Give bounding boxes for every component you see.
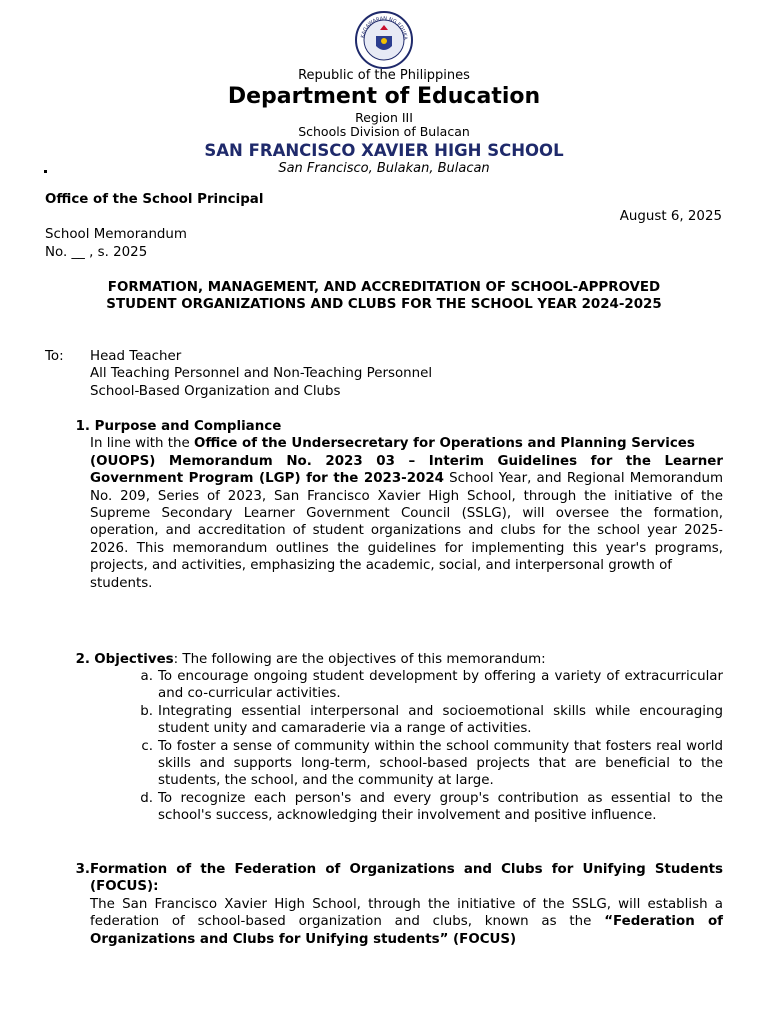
section-number: 2. [75, 652, 90, 667]
recipient-list [90, 348, 432, 400]
section-purpose [45, 418, 723, 592]
school-address: San Francisco, Bulakan, Bulacan [278, 161, 490, 176]
section-number: 3. [75, 862, 90, 877]
republic-line: Republic of the Philippines [298, 68, 470, 83]
department-title: Department of Education [227, 84, 541, 109]
section-objectives [45, 651, 723, 668]
section-heading [45, 861, 723, 896]
section-number: 1. [75, 419, 90, 434]
memo-reference: (OUOPS) Memorandum No. 2023 03 – Interim Guidelines for the Learner Government Program (LGP) for the 2023-2024 [90, 453, 723, 487]
section-paragraph-tail: students. [90, 575, 153, 591]
memo-number: No. __ , s. 2025 [45, 245, 148, 260]
section-intro: : The following are the objectives of this memorandum: [173, 652, 546, 667]
section-paragraph: The San Francisco Xavier High School, through the initiative of the SSLG, will establish a federation of school-based organization and clubs, known as the “Federation of Organizations and Clubs for Unifying students” (FOCUS) [90, 896, 723, 947]
list-item: b. Integrating essential interpersonal and socioemotional skills while encouraging student unity and camaraderie via a range of activities. [140, 703, 723, 737]
focus-name: “Federation of Organizations and Clubs for Unifying students” (FOCUS) [90, 914, 723, 947]
bullet-mark [44, 170, 47, 173]
memo-type: School Memorandum [45, 227, 187, 242]
section-title: Formation of the Federation of Organizations and Clubs for Unifying Students (FOCUS): [90, 862, 723, 895]
deped-seal-icon [354, 10, 414, 70]
region-line: Region III [355, 110, 413, 125]
division-line: Schools Division of Bulacan [298, 124, 470, 139]
recipient-item: Head Teacher [90, 349, 182, 364]
to-label: To: [45, 349, 64, 364]
memo-date: August 6, 2025 [619, 209, 722, 224]
objectives-list [133, 668, 723, 825]
school-name: SAN FRANCISCO XAVIER HIGH SCHOOL [204, 141, 564, 160]
section-formation [45, 861, 723, 948]
recipient-item: All Teaching Personnel and Non-Teaching Personnel [90, 366, 433, 382]
section-paragraph: In line with the Office of the Undersecretary for Operations and Planning Services [90, 436, 695, 452]
ouops-reference: Office of the Undersecretary for Operations and Planning Services [194, 436, 695, 452]
list-item: a. To encourage ongoing student development by offering a variety of extracurricular and co-curricular activities. [140, 669, 723, 702]
recipient-item: School-Based Organization and Clubs [90, 383, 341, 399]
memo-title [45, 279, 723, 314]
section-heading [45, 651, 723, 668]
section-heading [45, 418, 723, 435]
section-title: Purpose and Compliance [94, 419, 282, 434]
section-paragraph-cont: (OUOPS) Memorandum No. 2023 03 – Interim Guidelines for the Learner Government Program (LGP) for the 2023-2024 School Year, and Regional Memorandum No. 209, Series of 2023, San Francisco Xavier High School, through the initiative of the Supreme Secondary Learner Government Council (SSLG), will oversee the formation, operation, and accreditation of student organizations and clubs for the school year 2025-2026. This memorandum outlines the guidelines for implementing this year's programs, projects, and activities, emphasizing the academic, social, and interpersonal growth of [90, 453, 723, 574]
section-title: Objectives [94, 652, 174, 667]
title-line-2: STUDENT ORGANIZATIONS AND CLUBS FOR THE SCHOOL YEAR 2024-2025 [106, 297, 662, 313]
list-item: c. To foster a sense of community within the school community that fosters real world skills and supports long-term, school-based projects that are beneficial to the students, the school, and the community at large. [141, 738, 723, 789]
title-line-1: FORMATION, MANAGEMENT, AND ACCREDITATION OF SCHOOL-APPROVED [107, 280, 661, 295]
office-line: Office of the School Principal [45, 192, 264, 207]
svg-text:KAGAWARAN NG EDUKASYON: KAGAWARAN NG EDUKA [360, 15, 409, 41]
letterhead [0, 10, 768, 176]
list-item: d. To recognize each person's and every group's contribution as essential to the school's success, acknowledging their involvement and positive influence. [140, 790, 723, 824]
